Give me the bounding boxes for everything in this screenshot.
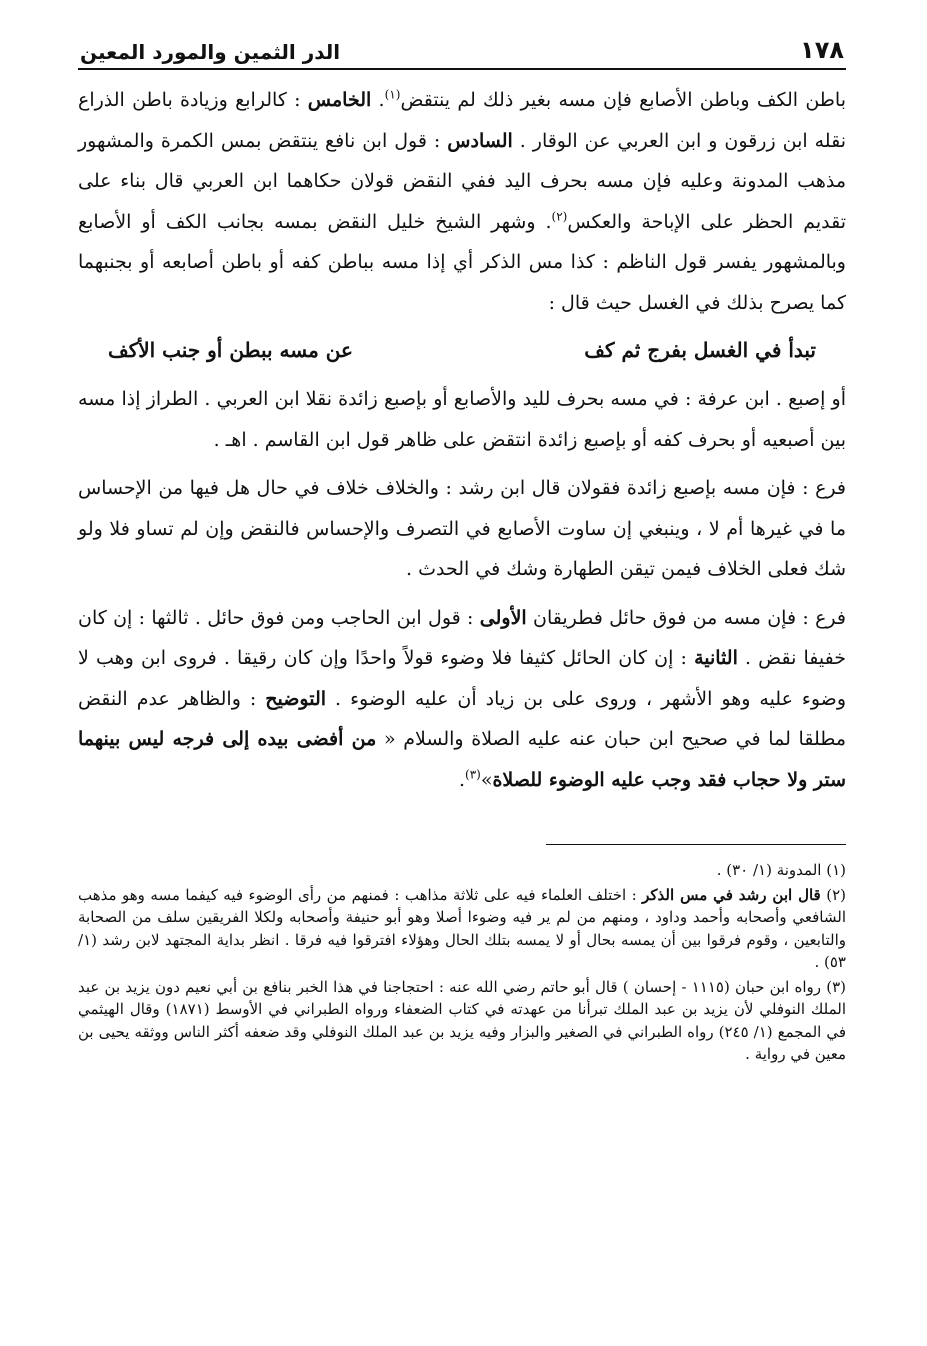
bold-term-tawdih: التوضيح <box>265 687 327 710</box>
bold-term-second: الثانية <box>694 647 738 669</box>
bold-term-sixth: السادس <box>447 129 513 152</box>
footnote-1: (١) المدونة (١/ ٣٠) . <box>716 861 846 879</box>
text-run: : قول ابن الحاجب ومن فوق حائل . ثالثها : إن كان خفيفا نقض . <box>78 606 846 669</box>
bold-term-first: الأولى <box>479 606 527 629</box>
text-run: : كالرابع وزيادة باطن الذراع نقله ابن زرقون و ابن العربي عن الوقار . <box>78 89 847 152</box>
bold-term-fifth: الخامس <box>307 89 372 111</box>
verse-first-hemistich: تبدأ في الغسل بفرج ثم كف <box>584 338 816 362</box>
footnote-ref-2[interactable]: (٢) <box>551 209 568 224</box>
footnote-number: (٢) <box>820 885 846 904</box>
page-number: ١٧٨ <box>800 36 844 64</box>
hadith-quote: من أفضى بيده إلى فرجه ليس بينهما ستر ولا حجاب فقد وجب عليه الوضوء للصلاة <box>78 728 846 791</box>
text-run: : إن كان الحائل كثيفا فلا وضوء قولاً واحدًا وإن كان رقيقا . فروى ابن وهب لا وضوء عليه وهو الأشهر ، وروى على بن زياد أن عليه الوضوء . <box>78 647 846 710</box>
text-run: » <box>480 768 493 791</box>
text-run: فرع : فإن مسه من فوق حائل فطريقان <box>526 606 846 629</box>
page <box>78 26 846 1066</box>
footnote-ref-1[interactable]: (١) <box>384 87 401 102</box>
text-run: . وشهر الشيخ خليل النقض بمسه بجانب الكف أو الأصابع وبالمشهور يفسر قول الناظم : كذا مس الذكر أي إذا مسه بباطن كفه أو باطن أصابعه أو بجنبهما كما يصرح بذلك في الغسل حيث قال : <box>78 210 846 314</box>
footnote-ref-3[interactable]: (٣) <box>465 767 481 782</box>
footnote-divider <box>546 844 846 845</box>
footnote-bold-lead: قال ابن رشد في مس الذكر <box>642 885 821 904</box>
footnote-3: (٣) رواه ابن حبان (١١١٥ - إحسان ) قال أبو حاتم رضي الله عنه : احتجاجنا في هذا الخبر بنافع بن أبي نعيم دون يزيد بن عبد الملك النوفلي لأن يزيد بن عبد الملك تبرأنا من عهدته في كتاب الضعفاء ورواه الطبراني في الأوسط (١٨٧١) وقال الهيثمي في المجمع (١/ ٢٤٥) رواه الطبراني في الصغير والبزار وفيه يزيد بن عبد الملك النوفلي وقد ضعفه أكثر الناس ووثقه يحيى بن معين في رواية . <box>78 977 847 1063</box>
text-run: باطن الكف وباطن الأصابع فإن مسه بغير ذلك لم ينتقض <box>400 89 846 111</box>
footnotes <box>78 859 846 1066</box>
footnote-2 <box>78 884 846 974</box>
book-title: الدر الثمين والمورد المعين <box>80 40 341 64</box>
paragraph-1 <box>78 80 846 323</box>
paragraph-2: أو إصبع . ابن عرفة : في مسه بحرف لليد والأصابع أو بإصبع زائدة نقلا ابن العربي . الطراز إذا مسه بين أصبعيه أو بحرف كفه أو بإصبع زائدة انتقض على ظاهر قول ابن القاسم . اهـ . <box>78 388 846 451</box>
footnote-text: : اختلف العلماء فيه على ثلاثة مذاهب : فمنهم من رأى الوضوء فيه كيفما مسه وهو مذهب الشافعي وأصحابه وأحمد وداود ، ومنهم من لم ير فيه وضوءا أصلا وهو أبو حنيفة وأصحابه ولكلا الفريقين سلف من الصحابة والتابعين ، وقوم فرقوا بين أن يمسه بحال أو لا يمسه بتلك الحال وهؤلاء افترقوا فيه فرقا . انظر بداية المجتهد لابن رشد (١/ ٥٣) . <box>78 885 846 971</box>
main-text <box>78 80 846 800</box>
verse-second-hemistich: عن مسه ببطن أو جنب الأكف <box>108 338 353 362</box>
paragraph-3: فرع : فإن مسه بإصبع زائدة فقولان قال ابن رشد : والخلاف خلاف في حال هل فيها من الإحساس ما في غيرها أم لا ، وينبغي إن ساوت الأصابع في التصرف والإحساس فالنقض وإن لم تساو فلا ولو شك فعلى الخلاف فيمن تيقن الطهارة وشك في الحدث . <box>78 477 846 580</box>
poem-verse <box>78 329 846 371</box>
page-header <box>78 26 846 70</box>
paragraph-4 <box>78 598 846 801</box>
text-run: : قول ابن نافع ينتقض بمس الكمرة والمشهور مذهب المدونة وعليه فإن مسه بحرف اليد ففي النقض قولان حكاهما ابن العربي قال بناء على تقديم الحظر على الإباحة والعكس <box>78 129 846 233</box>
text-run: . <box>458 768 465 791</box>
text-run: : والظاهر عدم النقض مطلقا لما في صحيح ابن حبان عنه عليه الصلاة والسلام « <box>78 687 846 750</box>
text-run: . <box>371 89 385 111</box>
